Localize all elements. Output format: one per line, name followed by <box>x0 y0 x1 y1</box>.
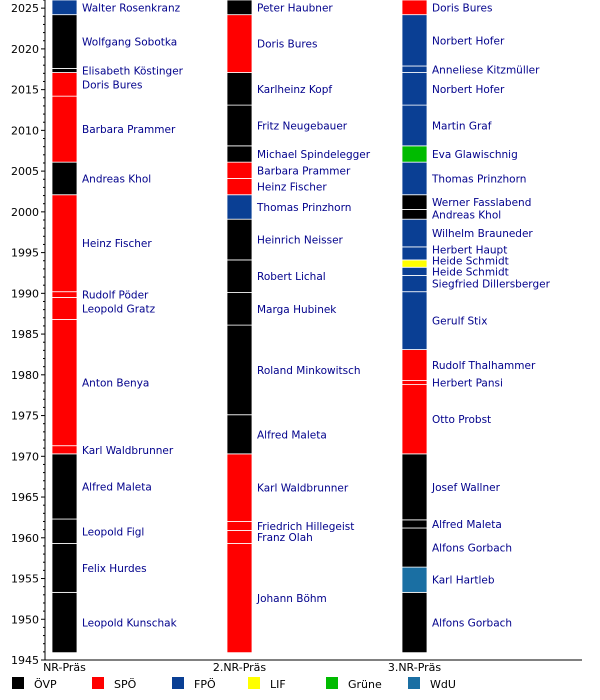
term-label: Wilhelm Brauneder <box>432 228 533 241</box>
legend-label: SPÖ <box>114 678 137 691</box>
legend-swatch <box>408 677 420 689</box>
term-label: Barbara Prammer <box>257 165 351 178</box>
term-label: Leopold Figl <box>82 526 145 539</box>
legend-swatch <box>92 677 104 689</box>
term-label: Andreas Khol <box>82 173 152 186</box>
term-bar <box>402 0 427 15</box>
y-tick-label: 1945 <box>11 654 39 667</box>
y-tick-label: 2020 <box>11 42 39 56</box>
term-label: Leopold Gratz <box>82 303 156 316</box>
column-label: 2.NR-Präs <box>212 661 267 674</box>
term-bar <box>227 415 252 454</box>
y-tick-label: 1995 <box>11 246 39 260</box>
y-tick-label: 1970 <box>11 450 39 464</box>
term-label: Doris Bures <box>82 79 143 92</box>
term-label: Martin Graf <box>432 120 492 133</box>
term-label: Herbert Pansi <box>432 377 503 390</box>
term-bar <box>402 146 427 162</box>
term-bar <box>402 267 427 275</box>
term-bar <box>402 162 427 195</box>
term-bar <box>227 454 252 522</box>
term-bar <box>402 385 427 454</box>
term-bar <box>52 446 77 454</box>
term-bar <box>402 381 427 385</box>
y-tick-label: 2025 <box>11 2 39 16</box>
term-label: Walter Rosenkranz <box>82 2 181 15</box>
y-tick-label: 1950 <box>11 613 39 627</box>
term-label: Karl Waldbrunner <box>257 482 349 495</box>
term-bar <box>227 15 252 73</box>
y-tick-label: 2010 <box>11 124 39 138</box>
term-label: Herbert Haupt <box>432 244 508 257</box>
term-label: Siegfried Dillersberger <box>432 278 550 291</box>
y-tick-label: 1960 <box>11 531 39 545</box>
term-bar <box>52 319 77 445</box>
term-bar <box>52 543 77 592</box>
term-label: Anneliese Kitzmüller <box>432 64 540 77</box>
term-bar <box>402 15 427 66</box>
term-label: Alfons Gorbach <box>432 542 513 555</box>
term-label: Peter Haubner <box>257 2 333 15</box>
term-bar <box>52 519 77 543</box>
term-bar <box>52 292 77 298</box>
term-label: Karl Waldbrunner <box>82 444 174 457</box>
term-bar <box>227 325 252 415</box>
term-label: Anton Benya <box>82 377 150 390</box>
term-bar <box>52 162 77 195</box>
term-label: Alfons Gorbach <box>432 617 513 630</box>
term-label: Doris Bures <box>257 38 318 51</box>
column-labels <box>43 661 441 674</box>
term-bar <box>402 66 427 73</box>
term-bar <box>402 454 427 520</box>
term-label: Franz Olah <box>257 531 313 544</box>
legend-label: ÖVP <box>34 678 57 691</box>
term-label: Marga Hubinek <box>257 303 337 316</box>
term-label: Gerulf Stix <box>432 315 488 328</box>
term-label: Alfred Maleta <box>257 429 327 442</box>
term-label: Josef Wallner <box>432 481 500 494</box>
term-bar <box>227 178 252 194</box>
labels-layer <box>82 2 551 629</box>
y-tick-label: 1965 <box>11 491 39 505</box>
term-bar <box>52 68 77 72</box>
term-bar <box>52 297 77 319</box>
term-bar <box>227 105 252 146</box>
term-label: Rudolf Thalhammer <box>432 360 536 373</box>
term-label: Eva Glawischnig <box>432 149 518 161</box>
term-bar <box>402 209 427 219</box>
term-label: Otto Probst <box>432 414 492 427</box>
term-bar <box>402 260 427 267</box>
term-bar <box>227 293 252 326</box>
term-label: Alfred Maleta <box>82 481 152 494</box>
term-bar <box>402 350 427 381</box>
term-label: Robert Lichal <box>257 271 326 284</box>
term-label: Leopold Kunschak <box>82 617 177 630</box>
term-label: Michael Spindelegger <box>257 149 371 161</box>
y-tick-label: 1980 <box>11 368 39 382</box>
y-tick-label: 1990 <box>11 287 39 301</box>
term-label: Alfred Maleta <box>432 518 502 531</box>
legend-label: Grüne <box>348 678 382 691</box>
term-bar <box>402 219 427 247</box>
y-tick-label: 1975 <box>11 409 39 423</box>
term-label: Rudolf Pöder <box>82 289 149 302</box>
term-bar <box>227 543 252 652</box>
term-bar <box>227 521 252 530</box>
term-label: Heinz Fischer <box>257 181 327 194</box>
term-label: Fritz Neugebauer <box>257 120 348 133</box>
term-label: Johann Böhm <box>257 593 327 606</box>
legend-swatch <box>172 677 184 689</box>
term-bar <box>52 73 77 97</box>
term-bar <box>52 454 77 519</box>
term-bar <box>402 567 427 592</box>
y-tick-label: 2005 <box>11 165 39 179</box>
term-label: Thomas Prinzhorn <box>432 173 527 186</box>
term-bar <box>227 162 252 178</box>
y-tick-label: 1955 <box>11 572 39 586</box>
term-label: Heinrich Neisser <box>257 234 343 247</box>
term-bar <box>227 195 252 219</box>
term-label: Werner Fasslabend <box>432 197 532 210</box>
column-label: 3.NR-Präs <box>387 661 442 674</box>
term-bar <box>402 292 427 350</box>
term-bar <box>227 0 252 15</box>
term-bar <box>402 105 427 146</box>
term-label: Doris Bures <box>432 2 493 15</box>
column-label: NR-Präs <box>43 661 86 674</box>
term-bar <box>227 530 252 543</box>
term-label: Roland Minkowitsch <box>257 364 361 377</box>
term-label: Friedrich Hillegeist <box>257 520 355 533</box>
term-bar <box>227 260 252 293</box>
term-bar <box>402 73 427 106</box>
bars-layer <box>52 0 427 653</box>
term-bar <box>52 195 77 292</box>
term-bar <box>402 275 427 291</box>
term-label: Wolfgang Sobotka <box>82 36 178 49</box>
term-bar <box>402 520 427 528</box>
legend-label: LIF <box>270 678 286 691</box>
term-bar <box>402 247 427 260</box>
term-label: Andreas Khol <box>432 209 502 222</box>
term-label: Karl Hartleb <box>432 574 495 587</box>
term-bar <box>227 73 252 106</box>
term-label: Heinz Fischer <box>82 238 152 251</box>
term-bar <box>52 592 77 652</box>
term-bar <box>52 0 77 15</box>
term-bar <box>227 146 252 162</box>
term-label: Heide Schmidt <box>432 266 509 279</box>
term-label: Barbara Prammer <box>82 124 176 137</box>
term-bar <box>402 592 427 652</box>
term-label: Norbert Hofer <box>432 83 505 96</box>
legend-swatch <box>326 677 338 689</box>
legend-label: WdU <box>430 678 456 691</box>
term-bar <box>227 219 252 260</box>
term-label: Norbert Hofer <box>432 35 505 48</box>
y-tick-label: 2000 <box>11 205 39 219</box>
term-label: Heide Schmidt <box>432 255 509 268</box>
term-label: Elisabeth Köstinger <box>82 65 183 78</box>
term-bar <box>402 195 427 210</box>
legend-swatch <box>248 677 260 689</box>
term-label: Felix Hurdes <box>82 562 147 575</box>
term-label: Karlheinz Kopf <box>257 83 333 96</box>
term-label: Thomas Prinzhorn <box>257 201 352 214</box>
y-tick-label: 1985 <box>11 328 39 342</box>
legend <box>12 677 456 691</box>
legend-swatch <box>12 677 24 689</box>
legend-label: FPÖ <box>194 678 216 691</box>
y-tick-label: 2015 <box>11 83 39 97</box>
term-bar <box>52 15 77 69</box>
term-bar <box>52 96 77 162</box>
term-bar <box>402 528 427 567</box>
